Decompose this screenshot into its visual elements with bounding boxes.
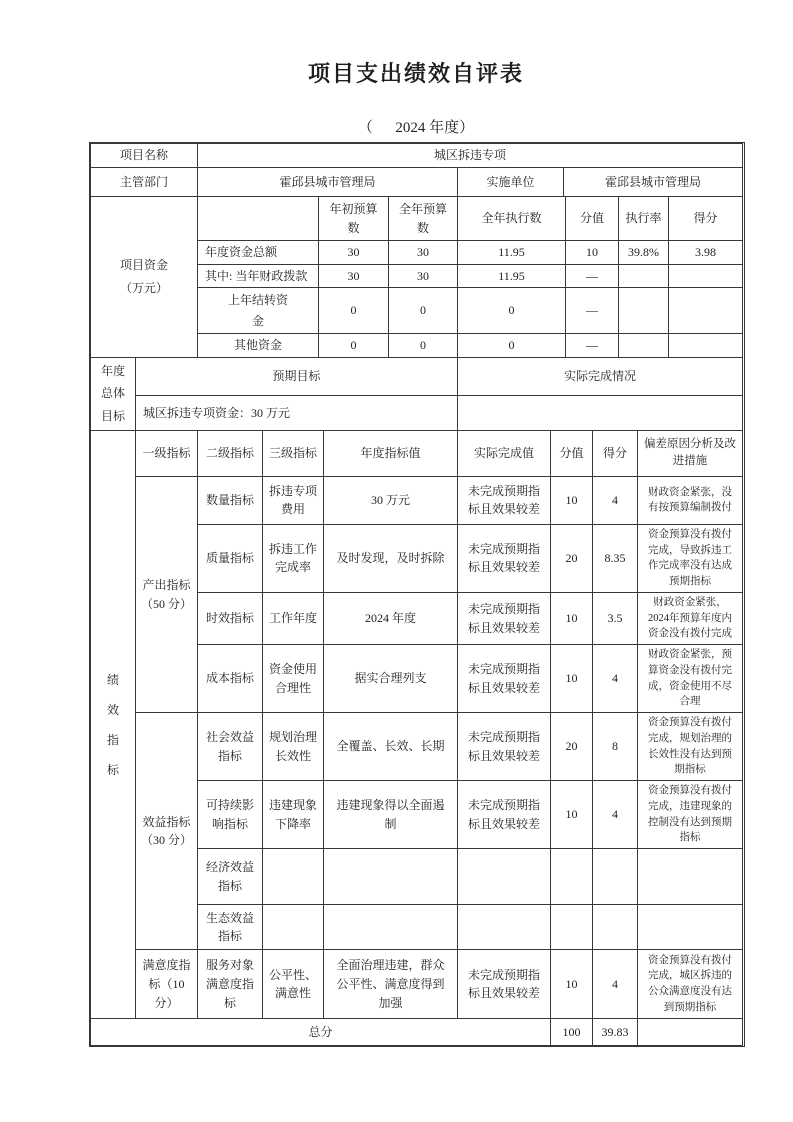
indicator-score: [593, 849, 638, 905]
indicators-header-row: [91, 430, 743, 476]
indicator-row: [91, 713, 743, 781]
annual-goal-table: [90, 357, 743, 431]
funding-score-value: 10: [566, 241, 619, 265]
funding-initial-budget: 30: [319, 264, 389, 288]
funding-col-annual-budget: 全年预算数: [389, 197, 458, 241]
goal-value-row: [91, 396, 743, 430]
impl-label: 实施单位: [458, 168, 564, 197]
indicator-target-value: [324, 905, 458, 950]
indicator-target-value: 及时发现，及时拆除: [324, 524, 458, 592]
indicator-level2: 生态效益指标: [198, 905, 263, 950]
indicator-score: 4: [593, 781, 638, 849]
indicator-score: 3.5: [593, 592, 638, 644]
form-title: 项目支出绩效自评表: [307, 61, 524, 86]
funding-header-row: [91, 197, 743, 241]
funding-annual-budget: 0: [389, 288, 458, 334]
indicator-deviation: 资金预算没有拨付完成，规划治理的长效性没有达到预期指标: [638, 713, 743, 781]
indicators-side-label: 绩效指标: [106, 672, 119, 777]
funding-col-exec-rate: 执行率: [619, 197, 669, 241]
goal-expected-value: 城区拆违专项资金：30 万元: [136, 396, 458, 430]
indicator-actual-value: 未完成预期指标且效果较差: [458, 713, 551, 781]
indicator-deviation: 资金预算没有拨付完成，城区拆违的公众满意度没有达到预期指标: [638, 950, 743, 1019]
indicator-actual-value: 未完成预期指标且效果较差: [458, 645, 551, 713]
indicator-score: 4: [593, 645, 638, 713]
indicator-level3: 规划治理长效性: [263, 713, 324, 781]
indicator-target-value: 2024 年度: [324, 592, 458, 644]
funding-row-name: 上年结转资金: [198, 288, 319, 334]
indicator-deviation: 资金预算没有拨付完成，违建现象的控制没有达到预期指标: [638, 781, 743, 849]
indicator-level3: 资金使用合理性: [263, 645, 324, 713]
indicator-level3: 拆违工作完成率: [263, 524, 324, 592]
indicator-row: [91, 476, 743, 524]
indicator-target-value: 30 万元: [324, 476, 458, 524]
funding-annual-budget: 0: [389, 333, 458, 357]
indicator-level2: 服务对象满意度指标: [198, 950, 263, 1019]
header-deviation: 偏差原因分析及改进措施: [638, 430, 743, 476]
funding-exec-rate: 39.8%: [619, 241, 669, 265]
funding-row-name: 其他资金: [198, 333, 319, 357]
indicator-score: 4: [593, 950, 638, 1019]
indicator-level3: 违建现象下降率: [263, 781, 324, 849]
indicator-deviation: 资金预算没有拨付完成，导致拆违工作完成率没有达成预期指标: [638, 524, 743, 592]
goal-expected-header: 预期目标: [136, 357, 458, 396]
indicator-level3: [263, 905, 324, 950]
header-actual-value: 实际完成值: [458, 430, 551, 476]
indicators-table: [90, 430, 743, 1046]
indicator-level2: 经济效益指标: [198, 849, 263, 905]
funding-row-name: 年度资金总额: [198, 241, 319, 265]
indicator-score-value: [551, 905, 593, 950]
indicator-deviation: 财政资金紧张，2024年预算年度内资金没有拨付完成: [638, 592, 743, 644]
indicator-level2: 成本指标: [198, 645, 263, 713]
header-score-value: 分值: [551, 430, 593, 476]
funding-score: 3.98: [669, 241, 743, 265]
header-level3: 三级指标: [263, 430, 324, 476]
funding-score: [669, 264, 743, 288]
funding-score: [669, 288, 743, 334]
indicator-score-value: 10: [551, 645, 593, 713]
indicator-level3: 工作年度: [263, 592, 324, 644]
project-name-value: 城区拆违专项: [198, 144, 743, 168]
funding-label-cell: [91, 197, 198, 358]
header-level2: 二级指标: [198, 430, 263, 476]
funding-col-score-value: 分值: [566, 197, 619, 241]
indicator-score: [593, 905, 638, 950]
funding-col-executed: 全年执行数: [458, 197, 566, 241]
indicator-score: 8: [593, 713, 638, 781]
indicator-level2: 社会效益指标: [198, 713, 263, 781]
indicator-deviation: [638, 905, 743, 950]
funding-score: [669, 333, 743, 357]
project-info-table: [90, 143, 743, 197]
header-target-value: 年度指标值: [324, 430, 458, 476]
funding-table: [90, 196, 743, 358]
indicator-level2: 数量指标: [198, 476, 263, 524]
goal-header-row: [91, 357, 743, 396]
indicator-deviation: 财政资金紧张，预算资金没有拨付完成，资金使用不尽合理: [638, 645, 743, 713]
funding-label: 项目资金（万元）: [119, 257, 168, 295]
indicator-level3: 公平性、满意性: [263, 950, 324, 1019]
indicator-actual-value: 未完成预期指标且效果较差: [458, 476, 551, 524]
funding-exec-rate: [619, 288, 669, 334]
indicator-level1-benefit: 效益指标（30 分）: [136, 713, 198, 950]
funding-score-value: —: [566, 333, 619, 357]
goal-label-cell: [91, 357, 136, 430]
funding-exec-rate: [619, 264, 669, 288]
indicator-actual-value: [458, 905, 551, 950]
indicator-target-value: [324, 849, 458, 905]
funding-score-value: —: [566, 288, 619, 334]
goal-actual-header: 实际完成情况: [458, 357, 743, 396]
funding-initial-budget: 0: [319, 288, 389, 334]
indicator-actual-value: [458, 849, 551, 905]
funding-annual-budget: 30: [389, 241, 458, 265]
evaluation-table: [89, 142, 745, 1047]
indicator-level3: 拆违专项费用: [263, 476, 324, 524]
funding-score-value: —: [566, 264, 619, 288]
indicator-deviation: [638, 849, 743, 905]
total-deviation: [638, 1019, 743, 1046]
indicator-score: 8.35: [593, 524, 638, 592]
indicator-score-value: 20: [551, 524, 593, 592]
dept-value: 霍邱县城市管理局: [198, 168, 458, 197]
indicator-score-value: 10: [551, 592, 593, 644]
funding-annual-budget: 30: [389, 264, 458, 288]
goal-actual-value: [458, 396, 743, 430]
funding-executed: 11.95: [458, 241, 566, 265]
indicator-level2: 质量指标: [198, 524, 263, 592]
indicator-level1-output: 产出指标（50 分）: [136, 476, 198, 712]
indicator-target-value: 全面治理违建，群众公平性、满意度得到加强: [324, 950, 458, 1019]
indicator-target-value: 据实合理列支: [324, 645, 458, 713]
indicator-score-value: [551, 849, 593, 905]
total-score: 39.83: [593, 1019, 638, 1046]
funding-initial-budget: 30: [319, 241, 389, 265]
funding-exec-rate: [619, 333, 669, 357]
funding-executed: 0: [458, 333, 566, 357]
dept-label: 主管部门: [91, 168, 198, 197]
funding-executed: 11.95: [458, 264, 566, 288]
indicator-score-value: 20: [551, 713, 593, 781]
indicator-score-value: 10: [551, 476, 593, 524]
funding-row-name: 其中: 当年财政拨款: [198, 264, 319, 288]
funding-col-score: 得分: [669, 197, 743, 241]
header-level1: 一级指标: [136, 430, 198, 476]
funding-initial-budget: 0: [319, 333, 389, 357]
goal-label: 年度总体目标: [100, 363, 125, 424]
table-row: [91, 168, 743, 197]
total-label: 总分: [91, 1019, 551, 1046]
funding-executed: 0: [458, 288, 566, 334]
indicator-actual-value: 未完成预期指标且效果较差: [458, 781, 551, 849]
indicator-deviation: 财政资金紧张，没有按预算编制拨付: [638, 476, 743, 524]
header-score: 得分: [593, 430, 638, 476]
impl-value: 霍邱县城市管理局: [564, 168, 743, 197]
project-name-label: 项目名称: [91, 144, 198, 168]
indicator-level1-satisfaction: 满意度指标（10 分）: [136, 950, 198, 1019]
indicator-level3: [263, 849, 324, 905]
indicator-row: [91, 950, 743, 1019]
funding-subheader-empty-cell: [198, 197, 319, 241]
funding-col-initial-budget: 年初预算数: [319, 197, 389, 241]
indicator-target-value: 违建现象得以全面遏制: [324, 781, 458, 849]
indicator-score-value: 10: [551, 950, 593, 1019]
indicator-score-value: 10: [551, 781, 593, 849]
indicators-side-label-cell: [91, 430, 136, 1018]
indicator-actual-value: 未完成预期指标且效果较差: [458, 524, 551, 592]
indicator-level2: 时效指标: [198, 592, 263, 644]
indicator-target-value: 全覆盖、长效、长期: [324, 713, 458, 781]
indicator-actual-value: 未完成预期指标且效果较差: [458, 950, 551, 1019]
table-row: [91, 144, 743, 168]
total-row: [91, 1019, 743, 1046]
indicator-level2: 可持续影响指标: [198, 781, 263, 849]
form-year-subtitle: （ 2024 年度）: [357, 120, 475, 136]
indicator-actual-value: 未完成预期指标且效果较差: [458, 592, 551, 644]
indicator-score: 4: [593, 476, 638, 524]
total-score-value: 100: [551, 1019, 593, 1046]
